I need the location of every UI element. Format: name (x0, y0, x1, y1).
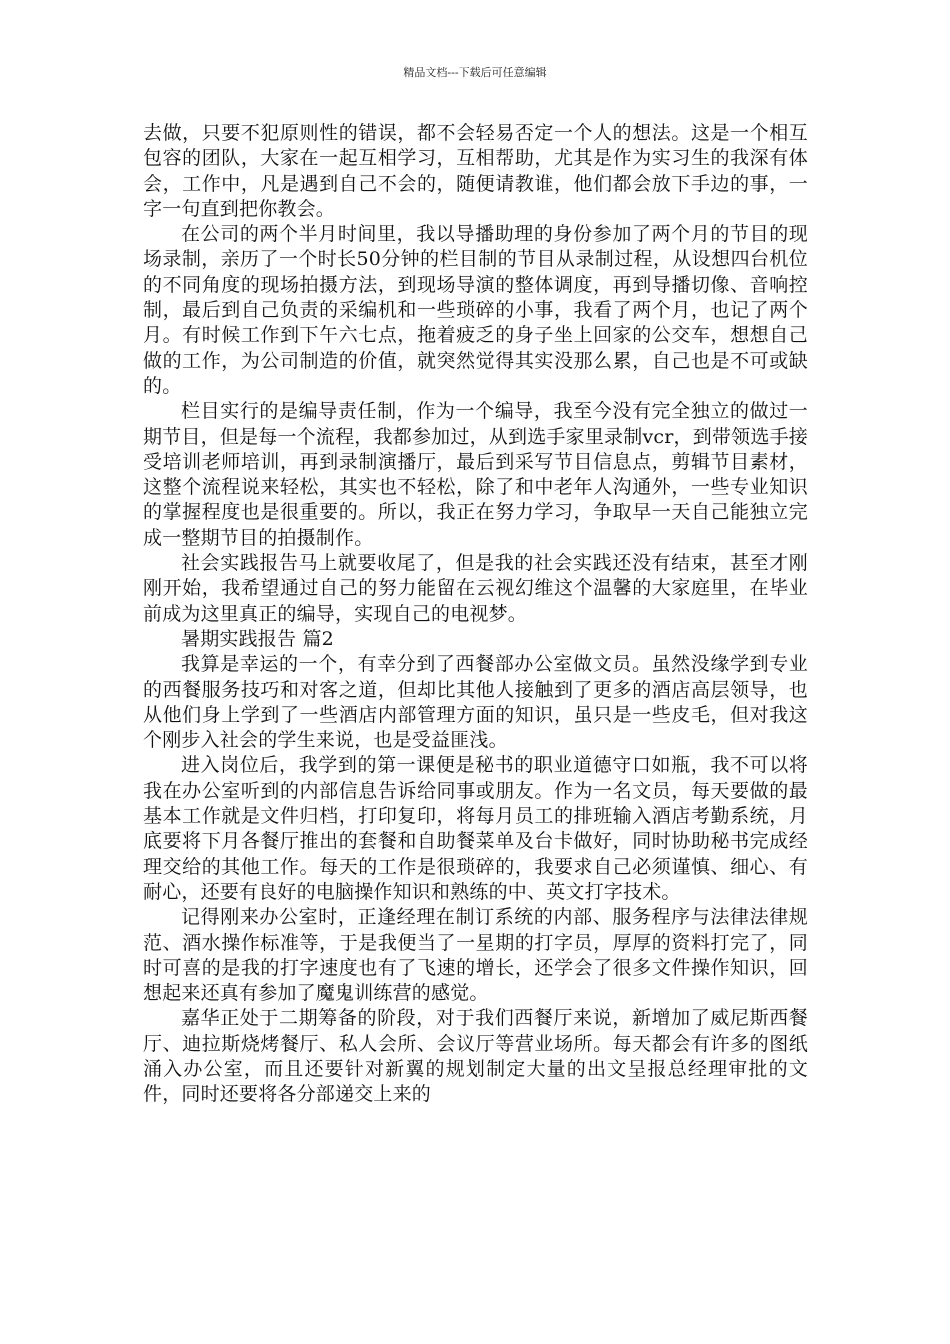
paragraph-6: 进入岗位后，我学到的第一课便是秘书的职业道德守口如瓶，我不可以将我在办公室听到的内部信息告诉给同事或朋友。作为一名文员，每天要做的最基本工作就是文件归档，打印复印，将每月员工的排班输入酒店考勤系统，月底要将下月各餐厅推出的套餐和自助餐菜单及台卡做好，同时协助秘书完成经理交给的其他工作。每天的工作是很琐碎的，我要求自己必须谨慎、细心、有耐心，还要有良好的电脑操作知识和熟练的中、英文打字技术。 (143, 754, 808, 903)
paragraph-5: 我算是幸运的一个，有幸分到了西餐部办公室做文员。虽然没缘学到专业的西餐服务技巧和对客之道，但却比其他人接触到了更多的酒店高层领导，也从他们身上学到了一些酒店内部管理方面的知识，虽只是一些皮毛，但对我这个刚步入社会的学生来说，也是受益匪浅。 (143, 653, 808, 752)
paragraph-2: 在公司的两个半月时间里，我以导播助理的身份参加了两个月的节目的现场录制，亲历了一个时长50分钟的栏目制的节目从录制过程，从设想四台机位的不同角度的现场拍摄方法，到现场导演的整体调度，再到导播切像、音响控制，最后到自己负责的采编机和一些琐碎的小事，我看了两个月，也记了两个月。有时候工作到下午六七点，拖着疲乏的身子坐上回家的公交车，想想自己做的工作，为公司制造的价值，就突然觉得其实没那么累，自己也是不可或缺的。 (143, 223, 808, 397)
paragraph-8: 嘉华正处于二期筹备的阶段，对于我们西餐厅来说，新增加了威尼斯西餐厅、迪拉斯烧烤餐厅、私人会所、会议厅等营业场所。每天都会有许多的图纸涌入办公室，而且还要针对新翼的规划制定大量的出文呈报总经理审批的文件，同时还要将各分部递交上来的 (143, 1007, 808, 1106)
paragraph-3: 栏目实行的是编导责任制，作为一个编导，我至今没有完全独立的做过一期节目，但是每一个流程，我都参加过，从到选手家里录制vcr，到带领选手接受培训老师培训，再到录制演播厅，最后到采写节目信息点，剪辑节目素材，这整个流程说来轻松，其实也不轻松，除了和中老年人沟通外，一些专业知识的掌握程度也是很重要的。所以，我正在努力学习，争取早一天自己能独立完成一整期节目的拍摄制作。 (143, 400, 808, 549)
page-header: 精品文档---下载后可任意编辑 (403, 66, 547, 79)
paragraph-7: 记得刚来办公室时，正逢经理在制订系统的内部、服务程序与法律法律规范、酒水操作标准等，于是我便当了一星期的打字员，厚厚的资料打完了，同时可喜的是我的打字速度也有了飞速的增长，还学会了很多文件操作知识，回想起来还真有参加了魔鬼训练营的感觉。 (143, 906, 808, 1005)
document-body (143, 121, 808, 1108)
section-heading: 暑期实践报告 篇2 (181, 627, 334, 650)
paragraph-4: 社会实践报告马上就要收尾了，但是我的社会实践还没有结束，甚至才刚刚开始，我希望通过自己的努力能留在云视幻维这个温馨的大家庭里，在毕业前成为这里真正的编导，实现自己的电视梦。 (143, 552, 808, 625)
paragraph-1: 去做，只要不犯原则性的错误，都不会轻易否定一个人的想法。这是一个相互包容的团队，大家在一起互相学习，互相帮助，尤其是作为实习生的我深有体会，工作中，凡是遇到自己不会的，随便请教谁，他们都会放下手边的事，一字一句直到把你教会。 (143, 122, 808, 220)
